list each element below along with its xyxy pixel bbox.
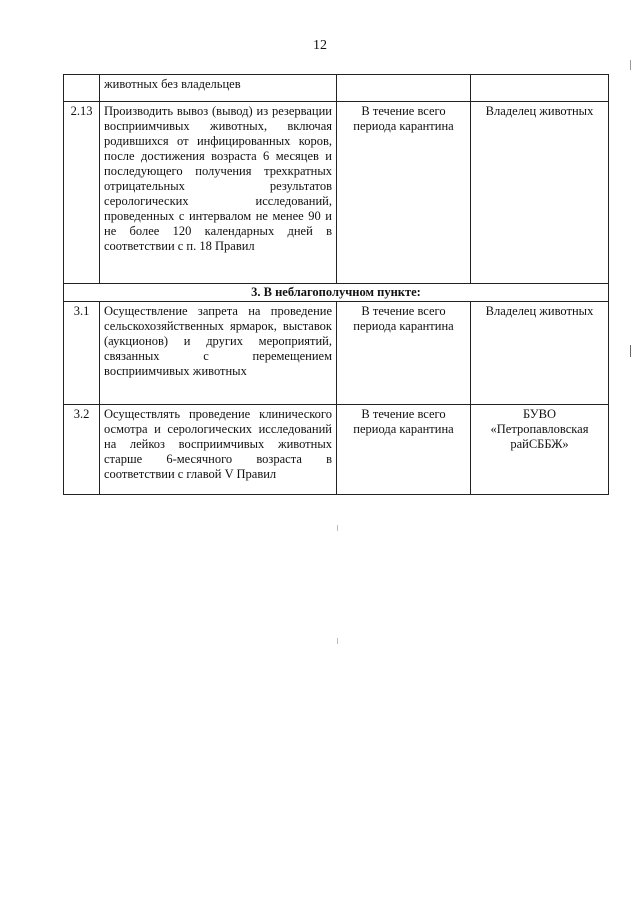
row-number: 3.2 <box>64 405 100 495</box>
page-number: 12 <box>313 38 327 53</box>
table-row <box>64 405 609 495</box>
scan-mark <box>630 60 631 70</box>
table-row <box>64 302 609 405</box>
measure-term <box>337 75 471 102</box>
measure-responsible: БУВО «Петропавловская райСББЖ» <box>471 405 609 495</box>
measure-description: животных без владельцев <box>100 75 337 102</box>
measure-responsible: Владелец животных <box>471 102 609 284</box>
section-header-row <box>64 284 609 302</box>
scan-mark <box>337 638 338 644</box>
scan-mark <box>630 345 631 357</box>
table-row <box>64 102 609 284</box>
measure-term: В течение всего периода карантина <box>337 405 471 495</box>
table-row <box>64 75 609 102</box>
measure-responsible: Владелец животных <box>471 302 609 405</box>
row-number <box>64 75 100 102</box>
section-title: 3. В неблагополучном пункте: <box>64 284 609 302</box>
measure-term: В течение всего периода карантина <box>337 102 471 284</box>
scan-mark <box>337 525 338 531</box>
measure-responsible <box>471 75 609 102</box>
row-number: 2.13 <box>64 102 100 284</box>
measure-description: Производить вывоз (вывод) из резервации восприимчивых животных, включая родившихся от инфицированных коров, после достижения возраста 6 месяцев и последующего получения трехкратных отрицательных результатов серологических исследований, проведенных с интервалом не менее 90 и не более 120 календарных дней в соответствии с п. 18 Правил <box>100 102 337 284</box>
measure-term: В течение всего периода карантина <box>337 302 471 405</box>
row-number: 3.1 <box>64 302 100 405</box>
measure-description: Осуществление запрета на проведение сельскохозяйственных ярмарок, выставок (аукционов) и других мероприятий, связанных с перемещением восприимчивых животных <box>100 302 337 405</box>
measure-description: Осуществлять проведение клинического осмотра и серологических исследований на лейкоз восприимчивых животных старше 6-месячного возраста в соответствии с главой V Правил <box>100 405 337 495</box>
measures-table <box>63 74 609 495</box>
